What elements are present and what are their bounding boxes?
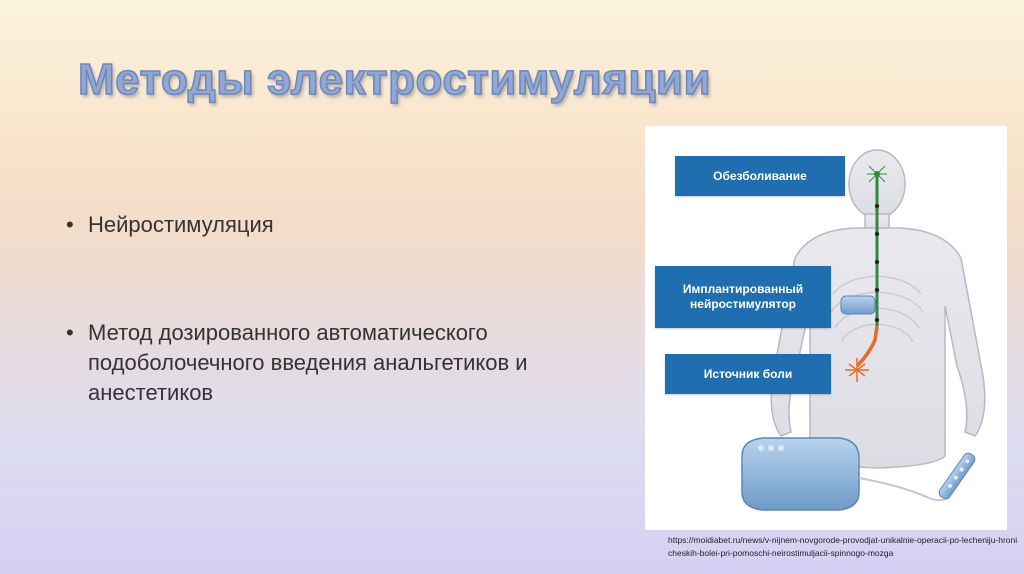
- label-pain-source: Источник боли: [665, 354, 831, 394]
- bullet-neurostimulation: [66, 210, 626, 240]
- label-pain-relief: Обезболивание: [675, 156, 845, 196]
- neurostimulator-illustration: [645, 126, 1007, 530]
- bullet-text: Нейростимуляция: [88, 212, 274, 237]
- implanted-stimulator-icon: [841, 296, 877, 314]
- bullet-marker: •: [66, 212, 74, 237]
- bullet-text: Метод дозированного автоматического подоболочечного введения анальгетиков и анестетиков: [88, 320, 528, 405]
- bullet-intrathecal-method: [66, 318, 626, 408]
- bullet-list: [66, 210, 626, 408]
- label-implanted-neurostimulator: Имплантированный нейростимулятор: [655, 266, 831, 328]
- bullet-marker: •: [66, 320, 74, 345]
- slide-title: Методы электростимуляции: [78, 55, 712, 104]
- source-url[interactable]: https://moidiabet.ru/news/v-nijnem-novgorode-provodjat-unikalnie-operacii-po-lecheniju-hronicheskih-bolei-pri-pomoschi-neirostimuljacii-spinnogo-mozga: [668, 535, 1018, 558]
